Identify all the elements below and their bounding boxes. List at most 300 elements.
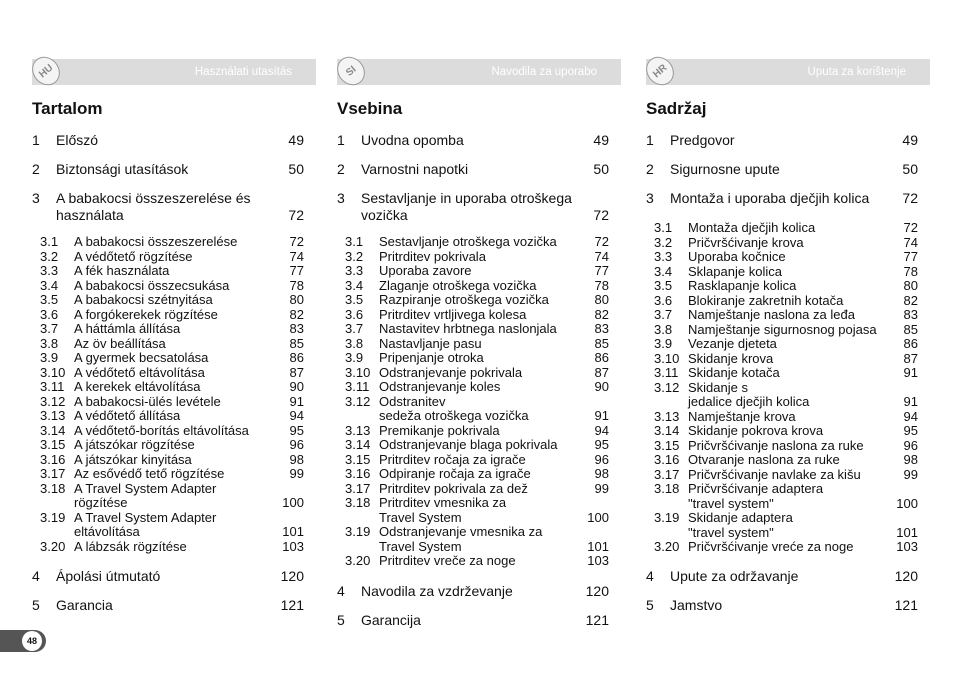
toc-entry[interactable] (32, 161, 304, 178)
toc-subentry[interactable] (654, 410, 918, 425)
subentry-title-line: Travel System (379, 509, 462, 525)
subentry-number: 3.9 (654, 336, 673, 351)
subentry-title-line: A gyermek becsatolása (74, 350, 209, 365)
toc-subentry[interactable] (654, 468, 918, 483)
subentry-number: 3.3 (654, 249, 673, 264)
subentry-title (688, 468, 886, 483)
subentry-number: 3.3 (40, 263, 59, 278)
subentry-number: 3.4 (40, 277, 59, 293)
subentry-title (379, 366, 577, 381)
toc-subentry[interactable] (345, 351, 609, 366)
entry-title-line: Garancia (56, 597, 113, 613)
entry-title (361, 132, 569, 149)
toc-subentry[interactable] (345, 279, 609, 294)
subentry-number: 3.6 (40, 306, 59, 322)
subentry-title-line: A kerekek eltávolítása (74, 379, 201, 394)
subentry-page: 86 (594, 350, 609, 365)
subentry-title-line: Skidanje pokrova krova (688, 423, 824, 438)
subentry-page: 96 (594, 451, 609, 467)
toc-subentry[interactable] (345, 424, 609, 439)
subentry-number: 3.4 (345, 277, 364, 293)
subentry-page: 85 (903, 321, 918, 337)
subentry-title-line: A védőtető rögzítése (74, 248, 193, 264)
subentry-page: 90 (594, 379, 609, 394)
subentry-title-line: Pripenjanje otroka (379, 350, 484, 365)
toc-entry[interactable] (337, 612, 609, 629)
entry-number: 3 (337, 190, 345, 206)
subentry-page: 87 (289, 364, 304, 380)
subentry-number: 3.11 (40, 379, 65, 394)
subentry-title (74, 264, 272, 279)
toc-subentry[interactable] (654, 511, 918, 540)
toc-subentry[interactable] (40, 235, 304, 250)
entry-title-line: Upute za održavanje (670, 568, 799, 584)
toc-subentry[interactable] (345, 525, 609, 554)
subentry-number: 3.14 (345, 437, 371, 452)
subentry-title (688, 352, 886, 367)
entry-title-line: Jamstvo (670, 597, 723, 613)
toc-subentry[interactable] (654, 439, 918, 454)
subentry-page: 94 (903, 408, 918, 424)
subentry-number: 3.18 (345, 495, 371, 510)
toc-subentry[interactable] (345, 264, 609, 279)
subentry-title (74, 409, 272, 424)
subentry-page: 91 (903, 365, 918, 380)
entry-page: 49 (902, 132, 918, 148)
toc-subentry[interactable] (654, 352, 918, 367)
subentry-number: 3.3 (345, 263, 364, 278)
subentry-title-line: Pričvršćivanje naslona za ruke (688, 437, 864, 453)
toc-entry[interactable] (32, 132, 304, 149)
toc-subentry[interactable] (345, 337, 609, 352)
subentry-title (74, 308, 272, 323)
subentry-title-line: Sestavljanje otroškega vozička (379, 234, 557, 249)
entry-title (56, 597, 264, 614)
subentry-title-line: Pričvršćivanje navlake za kišu (688, 466, 861, 482)
subentry-page: 72 (903, 220, 918, 235)
subentry-page: 78 (903, 263, 918, 279)
subentry-title-line: Pričvršćivanje krova (688, 234, 804, 250)
toc-subentry[interactable] (40, 351, 304, 366)
subentry-title (74, 337, 272, 352)
entry-page: 72 (593, 207, 609, 223)
toc-subentry[interactable] (654, 366, 918, 381)
entry-title-line: Garancija (361, 612, 421, 628)
toc-subentry[interactable] (654, 323, 918, 338)
toc-subentry[interactable] (345, 395, 609, 424)
subentry-title-line: A Travel System Adapter (74, 480, 217, 496)
toc-entry[interactable] (646, 190, 918, 207)
toc-subentry[interactable] (345, 293, 609, 308)
subentry-page: 103 (282, 538, 304, 554)
subentry-title-line: Odstranjevanje pokrivala (379, 364, 523, 380)
subentry-title-line: A játszókar kinyitása (74, 451, 192, 467)
toc-subentry[interactable] (40, 337, 304, 352)
subentry-title (379, 279, 577, 294)
subentry-number: 3.1 (40, 234, 59, 249)
entry-title-line: Előszó (56, 132, 99, 148)
subentry-number: 3.10 (40, 364, 66, 380)
subentry-title (688, 337, 886, 352)
subentry-title-line: Namještanje naslona za leđa (688, 307, 855, 322)
subentry-title (74, 467, 272, 482)
entry-title-line: használata (56, 207, 124, 223)
subentry-title-line: Az öv beállítása (74, 335, 166, 351)
subentry-number: 3.10 (345, 364, 371, 380)
subentry-number: 3.10 (654, 350, 680, 366)
subentry-title-line: A babakocsi-ülés levétele (74, 393, 221, 409)
subentry-title-line: A védőtető eltávolítása (74, 364, 205, 380)
subentry-page: 91 (594, 408, 609, 423)
subentry-title (74, 438, 272, 453)
subentry-title (74, 424, 272, 439)
subentry-title-line: A babakocsi összecsukása (74, 277, 230, 293)
banner-title: Használati utasítás (194, 66, 292, 78)
subentry-title (688, 482, 886, 511)
entry-number: 4 (646, 568, 654, 584)
entry-title (670, 568, 878, 585)
toc-subentry[interactable] (654, 482, 918, 511)
subentry-title-line: Odstranitev (379, 393, 446, 409)
subentry-title-line: Pričvršćivanje vreće za noge (688, 539, 854, 554)
subentry-title (74, 540, 272, 555)
toc-subentry[interactable] (654, 265, 918, 280)
entry-title (361, 190, 572, 224)
subentry-title-line: sedeža otroškega vozička (379, 408, 529, 423)
toc-subentry[interactable] (40, 264, 304, 279)
entry-page: 49 (593, 132, 609, 148)
toc-column-hu (32, 0, 304, 673)
subentry-title (74, 395, 272, 410)
toc-entry[interactable] (646, 568, 918, 585)
entry-title-line: Sestavljanje in uporaba otroškega (361, 190, 572, 206)
subentry-number: 3.6 (654, 292, 673, 308)
subentry-number: 3.11 (654, 365, 679, 380)
entry-number: 2 (646, 161, 654, 177)
subentry-title-line: Skidanje adaptera (688, 510, 793, 525)
entry-title-line: Biztonsági utasítások (56, 161, 189, 177)
toc-subentry[interactable] (345, 366, 609, 381)
subentry-page: 96 (903, 437, 918, 453)
subentry-title (688, 511, 886, 540)
subentry-title (688, 294, 886, 309)
toc-subentry[interactable] (40, 409, 304, 424)
toc-subentry[interactable] (345, 482, 609, 497)
toc-entry[interactable] (32, 568, 304, 585)
toc-subentry[interactable] (345, 322, 609, 337)
toc-subentry[interactable] (40, 424, 304, 439)
subentry-title-line: Vezanje djeteta (688, 336, 777, 351)
subentry-title-line: A játszókar rögzítése (74, 437, 195, 452)
subentry-page: 82 (594, 306, 609, 322)
subentry-title-line: A fék használata (74, 263, 170, 278)
subentry-title (74, 250, 272, 265)
toc-entry[interactable] (646, 132, 918, 149)
subentry-page: 80 (594, 292, 609, 307)
subentry-title-line: Pritrditev pokrivala za dež (379, 480, 528, 496)
subentry-number: 3.12 (345, 393, 371, 409)
subentry-number: 3.20 (654, 539, 680, 554)
section-banner (337, 59, 621, 85)
subentry-title-line: Pritrditev ročaja za igrače (379, 451, 526, 467)
toc-subentry[interactable] (654, 337, 918, 352)
subentry-number: 3.16 (40, 451, 66, 467)
subentry-title (379, 293, 577, 308)
subentry-title (688, 236, 886, 251)
subentry-title-line: Nastavljanje pasu (379, 335, 482, 351)
toc-subentry[interactable] (654, 221, 918, 236)
subentry-number: 3.19 (40, 509, 66, 525)
subentry-page: 87 (903, 350, 918, 366)
entry-page: 50 (593, 161, 609, 177)
subentry-page: 86 (903, 336, 918, 351)
subentry-title (688, 381, 886, 410)
subentry-title (379, 467, 577, 482)
subentry-number: 3.14 (40, 422, 66, 438)
toc-subentry[interactable] (654, 279, 918, 294)
toc-subentry[interactable] (654, 236, 918, 251)
toc-subentry[interactable] (654, 250, 918, 265)
subentry-title-line: Zlaganje otroškega vozička (379, 277, 537, 293)
subentry-page: 82 (289, 306, 304, 322)
subentry-title-line: Rasklapanje kolica (688, 278, 797, 293)
toc-subentry[interactable] (40, 467, 304, 482)
subentry-page: 98 (594, 466, 609, 481)
entry-title (670, 132, 878, 149)
entry-number: 4 (32, 568, 40, 584)
subentry-title-line: Skidanje s (688, 379, 748, 395)
subentry-title (688, 279, 886, 294)
toc-subentry[interactable] (345, 496, 609, 525)
toc-subentry[interactable] (654, 308, 918, 323)
subentry-title (379, 308, 577, 323)
language-badge: HR (640, 51, 679, 91)
toc-subentry[interactable] (654, 424, 918, 439)
subentry-title (688, 250, 886, 265)
entry-number: 3 (32, 190, 40, 206)
entry-number: 5 (32, 597, 40, 613)
entry-title-line: vozička (361, 207, 408, 223)
toc-subentry[interactable] (654, 540, 918, 555)
entry-title-line: Varnostni napotki (361, 161, 469, 177)
subentry-number: 3.13 (40, 408, 66, 423)
subentry-page: 100 (282, 495, 304, 510)
toc-entry[interactable] (646, 597, 918, 614)
subentry-title (688, 439, 886, 454)
toc-subentry[interactable] (40, 453, 304, 468)
subentry-page: 82 (903, 292, 918, 308)
subentry-number: 3.19 (345, 524, 371, 539)
subentry-page: 74 (289, 248, 304, 264)
entry-title (56, 161, 264, 178)
subentry-title-line: Premikanje pokrivala (379, 422, 500, 438)
subentry-title (379, 424, 577, 439)
subentry-page: 98 (903, 452, 918, 467)
toc-entry[interactable] (337, 190, 609, 224)
subentry-number: 3.9 (40, 350, 59, 365)
entry-number: 4 (337, 583, 345, 599)
toc-subentry[interactable] (345, 380, 609, 395)
subentry-title-line: eltávolítása (74, 524, 140, 539)
subentry-number: 3.18 (654, 481, 680, 496)
subentry-page: 99 (903, 466, 918, 482)
subentry-number: 3.2 (345, 248, 364, 264)
toc-subentry[interactable] (345, 554, 609, 569)
entry-title (361, 161, 569, 178)
subentry-title (688, 410, 886, 425)
entry-title (361, 583, 569, 600)
subentry-number: 3.9 (345, 350, 364, 365)
subentry-number: 3.1 (345, 234, 364, 249)
subentry-title-line: Razpiranje otroškega vozička (379, 292, 549, 307)
subentry-title (74, 366, 272, 381)
toc-subentry[interactable] (40, 322, 304, 337)
subentry-title (74, 351, 272, 366)
subentry-number: 3.17 (345, 480, 371, 496)
toc-subentry[interactable] (654, 453, 918, 468)
toc-entry[interactable] (32, 190, 304, 224)
subentry-title-line: Montaža dječjih kolica (688, 220, 816, 235)
subentry-number: 3.17 (654, 466, 680, 482)
toc-entry[interactable] (337, 132, 609, 149)
entry-page: 72 (902, 190, 918, 206)
toc-subentry[interactable] (345, 453, 609, 468)
subentry-number: 3.6 (345, 306, 364, 322)
toc-subentry[interactable] (345, 438, 609, 453)
subentry-number: 3.20 (345, 553, 371, 568)
toc-subentry[interactable] (40, 279, 304, 294)
entry-page: 121 (280, 597, 304, 613)
subentry-page: 83 (594, 321, 609, 336)
toc-subentry[interactable] (40, 395, 304, 410)
subentry-title-line: Pritrditev vmesnika za (379, 495, 507, 510)
subentry-page: 95 (289, 422, 304, 438)
subentry-title-line: Pričvršćivanje adaptera (688, 481, 824, 496)
section-banner (32, 59, 316, 85)
subentry-page: 80 (289, 292, 304, 307)
subentry-number: 3.15 (40, 437, 66, 452)
subentry-number: 3.14 (654, 423, 680, 438)
subentry-title-line: rögzítése (74, 495, 128, 510)
entry-title-line: A babakocsi összeszerelése és (56, 190, 251, 206)
subentry-page: 72 (289, 234, 304, 249)
toc-subentry[interactable] (345, 308, 609, 323)
subentry-title (379, 482, 577, 497)
toc-subentry[interactable] (40, 293, 304, 308)
subentry-title (379, 264, 577, 279)
subentry-page: 78 (289, 277, 304, 293)
subentry-number: 3.20 (40, 538, 66, 554)
toc-subentry[interactable] (40, 511, 304, 540)
toc-subentry[interactable] (40, 540, 304, 555)
subentry-page: 85 (594, 335, 609, 351)
toc-subentry[interactable] (345, 250, 609, 265)
subentry-title (379, 250, 577, 265)
subentry-title (379, 525, 577, 554)
subentry-number: 3.7 (654, 307, 673, 322)
subentry-title (379, 337, 577, 352)
subentry-title-line: Pritrditev vreče za noge (379, 553, 516, 568)
subentry-title-line: Sklapanje kolica (688, 263, 782, 279)
subentry-title-line: Odstranjevanje vmesnika za (379, 524, 543, 539)
subentry-title-line: jedalice dječjih kolica (688, 394, 810, 409)
toc-heading: Sadržaj (646, 99, 707, 118)
toc-subentry[interactable] (40, 380, 304, 395)
subentry-page: 101 (587, 538, 609, 554)
toc-subentry[interactable] (40, 250, 304, 265)
subentry-page: 103 (587, 553, 609, 568)
subentry-number: 3.16 (654, 452, 680, 467)
subentry-title (74, 380, 272, 395)
toc-subentry[interactable] (40, 308, 304, 323)
subentry-number: 3.7 (345, 321, 364, 336)
toc-subentry[interactable] (40, 482, 304, 511)
subentry-page: 96 (289, 437, 304, 452)
subentry-title (379, 395, 577, 424)
toc-entry[interactable] (646, 161, 918, 178)
subentry-title-line: Skidanje kotača (688, 365, 780, 380)
toc-subentry[interactable] (654, 381, 918, 410)
entry-title-line: Navodila za vzdrževanje (361, 583, 513, 599)
subentry-title-line: Namještanje krova (688, 408, 796, 424)
entry-title (670, 190, 878, 207)
subentry-title (74, 279, 272, 294)
subentry-number: 3.12 (40, 393, 66, 409)
entry-page: 121 (585, 612, 609, 628)
subentry-page: 101 (282, 524, 304, 539)
subentry-number: 3.5 (345, 292, 364, 307)
toc-entry[interactable] (32, 597, 304, 614)
subentry-title (379, 235, 577, 250)
subentry-title (688, 540, 886, 555)
subentry-title-line: Pritrditev vrtljivega kolesa (379, 306, 527, 322)
toc-subentry[interactable] (40, 366, 304, 381)
banner-title: Uputa za korištenje (807, 66, 906, 78)
subentry-number: 3.15 (654, 437, 680, 453)
entry-page: 121 (894, 597, 918, 613)
entry-number: 1 (337, 132, 345, 148)
subentry-number: 3.16 (345, 466, 371, 481)
subentry-title (74, 293, 272, 308)
subentry-title-line: Namještanje sigurnosnog pojasa (688, 321, 877, 337)
toc-subentry[interactable] (345, 235, 609, 250)
subentry-page: 94 (594, 422, 609, 438)
subentry-title (74, 511, 272, 540)
entry-title-line: Sigurnosne upute (670, 161, 780, 177)
toc-entry[interactable] (337, 583, 609, 600)
entry-title (361, 612, 569, 629)
entry-page: 49 (288, 132, 304, 148)
toc-entry[interactable] (337, 161, 609, 178)
entry-title-line: Montaža i uporaba dječjih kolica (670, 190, 870, 206)
subentry-number: 3.7 (40, 321, 59, 336)
subentry-title-line: Uporaba kočnice (688, 249, 786, 264)
subentry-page: 100 (587, 509, 609, 525)
entry-number: 5 (337, 612, 345, 628)
subentry-title (74, 482, 272, 511)
subentry-page: 91 (903, 394, 918, 409)
toc-subentry[interactable] (654, 294, 918, 309)
toc-subentry[interactable] (40, 438, 304, 453)
entry-page: 120 (280, 568, 304, 584)
subentry-title-line: A háttámla állítása (74, 321, 181, 336)
subentry-page: 95 (594, 437, 609, 452)
entry-title-line: Predgovor (670, 132, 735, 148)
subentry-page: 103 (896, 539, 918, 554)
subentry-title-line: A lábzsák rögzítése (74, 538, 187, 554)
entry-number: 2 (337, 161, 345, 177)
toc-subentry[interactable] (345, 467, 609, 482)
